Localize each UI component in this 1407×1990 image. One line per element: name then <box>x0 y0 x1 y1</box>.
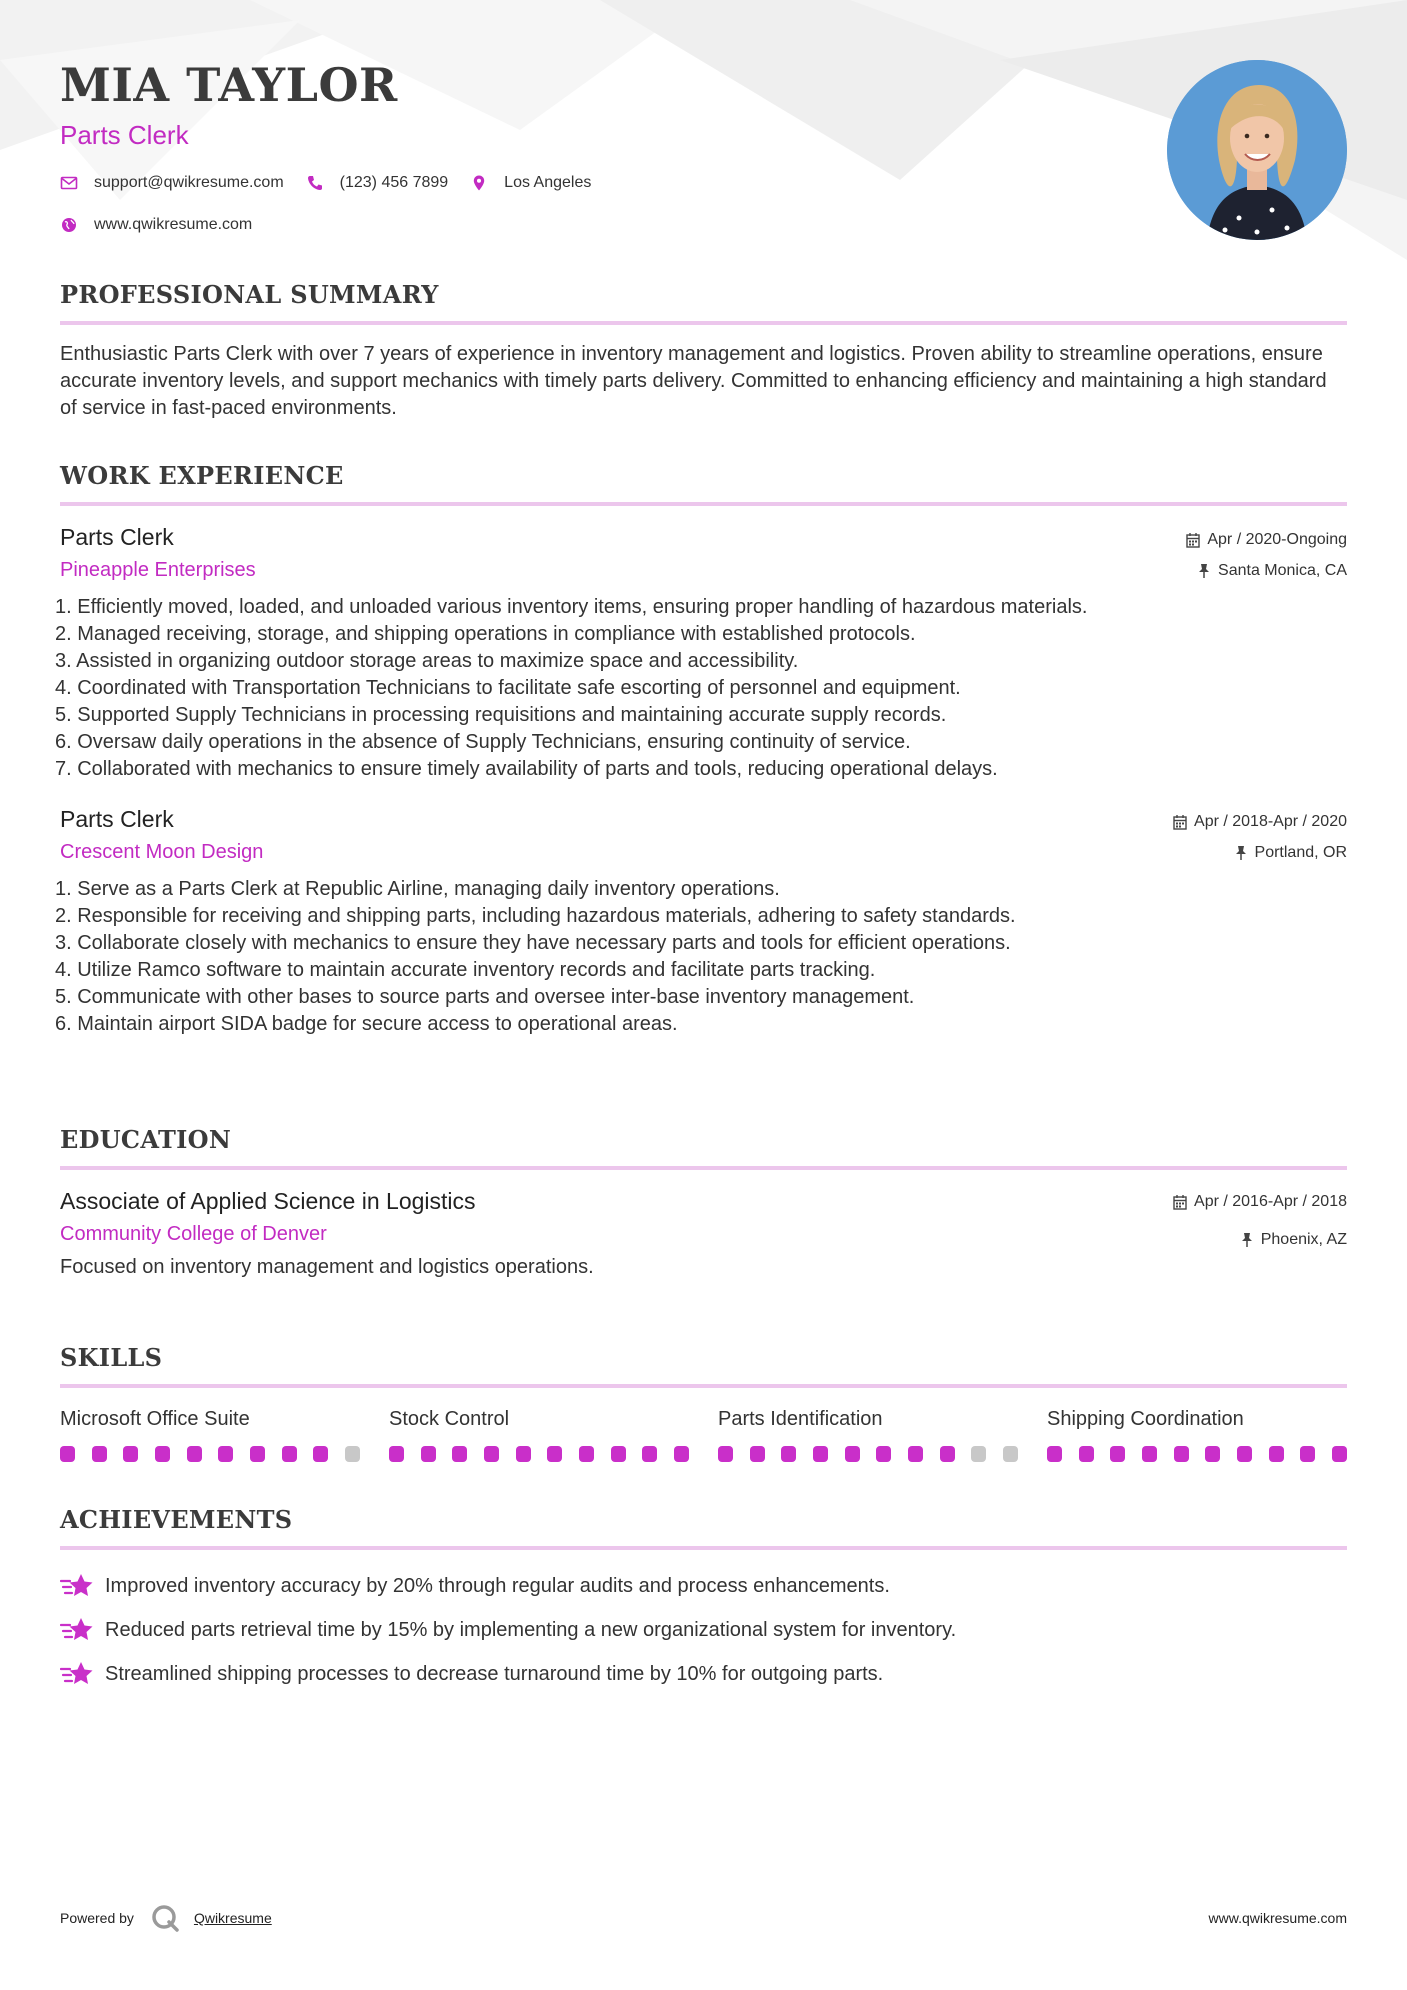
envelope-icon <box>60 174 78 192</box>
pushpin-icon <box>1234 845 1248 861</box>
job-entry <box>55 806 1347 1038</box>
list-item: 3. Collaborate closely with mechanics to ensure they have necessary parts and tools for efficient operations. <box>55 932 1011 954</box>
list-item: 7. Collaborated with mechanics to ensure timely availability of parts and tools, reducing operational delays. <box>55 758 998 780</box>
resume-header <box>60 0 1347 260</box>
phone-text: (123) 456 7899 <box>339 174 449 191</box>
skill-dot-filled <box>313 1446 328 1462</box>
skill-dot-filled <box>516 1446 531 1462</box>
skill-dot-filled <box>718 1446 733 1462</box>
skill-dot-filled <box>92 1446 107 1462</box>
skill-dot-filled <box>642 1446 657 1462</box>
summary-heading: PROFESSIONAL SUMMARY <box>60 280 1347 325</box>
skill-dot-empty <box>1003 1446 1018 1462</box>
list-item: 6. Oversaw daily operations in the absence of Supply Technicians, ensuring continuity of service. <box>55 731 911 753</box>
achievements-section <box>60 1505 1347 1704</box>
education-description: Focused on inventory management and logistics operations. <box>60 1256 594 1278</box>
contact-phone[interactable] <box>306 174 449 192</box>
job-entry <box>55 524 1347 783</box>
experience-section <box>55 461 1347 1038</box>
job-meta <box>1186 530 1347 581</box>
map-pin-icon <box>470 174 488 192</box>
pushpin-icon <box>1240 1232 1254 1248</box>
skill-dot-filled <box>1300 1446 1315 1462</box>
job-location <box>1186 561 1347 581</box>
skill-dot-filled <box>282 1446 297 1462</box>
job-title: Parts Clerk <box>60 524 174 550</box>
achievement-text: Reduced parts retrieval time by 15% by implementing a new organizational system for inventory. <box>105 1618 957 1641</box>
skill-item <box>718 1408 1018 1462</box>
job-company: Pineapple Enterprises <box>60 559 256 581</box>
profile-photo <box>1167 60 1347 240</box>
achievement-text: Improved inventory accuracy by 20% through regular audits and process enhancements. <box>105 1574 890 1597</box>
skill-rating <box>60 1446 360 1462</box>
skill-dot-filled <box>908 1446 923 1462</box>
candidate-name: MIA TAYLOR <box>60 58 398 112</box>
skill-dot-filled <box>187 1446 202 1462</box>
job-bullets <box>55 594 1347 783</box>
education-school: Community College of Denver <box>60 1223 327 1245</box>
list-item: 5. Communicate with other bases to source parts and oversee inter-base inventory management. <box>55 986 915 1008</box>
skill-dot-filled <box>1174 1446 1189 1462</box>
skill-dot-filled <box>389 1446 404 1462</box>
education-dates-text: Apr / 2016-Apr / 2018 <box>1194 1193 1347 1210</box>
skill-dot-filled <box>674 1446 689 1462</box>
skill-name: Parts Identification <box>718 1408 883 1430</box>
contact-row <box>60 174 613 192</box>
skill-dot-filled <box>813 1446 828 1462</box>
calendar-icon <box>1186 532 1200 548</box>
job-location-text: Santa Monica, CA <box>1218 562 1347 579</box>
education-heading: EDUCATION <box>60 1125 1347 1170</box>
candidate-role: Parts Clerk <box>60 120 189 150</box>
skill-dot-empty <box>971 1446 986 1462</box>
skill-rating <box>1047 1446 1347 1462</box>
list-item: 1. Efficiently moved, loaded, and unloaded various inventory items, ensuring proper handling of hazardous materials. <box>55 596 1088 618</box>
education-location-text: Phoenix, AZ <box>1260 1231 1347 1248</box>
skill-dot-filled <box>452 1446 467 1462</box>
shooting-star-icon <box>60 1572 94 1600</box>
skill-dot-filled <box>155 1446 170 1462</box>
list-item: 3. Assisted in organizing outdoor storage areas to maximize space and accessibility. <box>55 650 799 672</box>
skill-name: Stock Control <box>389 1408 510 1430</box>
skill-dot-filled <box>1142 1446 1157 1462</box>
education-section <box>60 1125 1347 1281</box>
avatar <box>1167 60 1347 240</box>
achievements-list <box>60 1572 1347 1688</box>
skill-dot-filled <box>123 1446 138 1462</box>
job-title: Parts Clerk <box>60 806 174 832</box>
job-location <box>1173 843 1347 863</box>
skill-dot-filled <box>547 1446 562 1462</box>
skill-dot-filled <box>611 1446 626 1462</box>
footer-website-link[interactable]: www.qwikresume.com <box>1208 1910 1347 1926</box>
education-degree: Associate of Applied Science in Logistics <box>60 1188 476 1214</box>
contact-row-website <box>60 216 274 234</box>
list-item: 2. Responsible for receiving and shipping parts, including hazardous materials, adhering to safety standards. <box>55 905 1016 927</box>
education-meta <box>1173 1192 1347 1250</box>
globe-icon <box>60 216 78 234</box>
skill-name: Shipping Coordination <box>1047 1408 1244 1430</box>
contact-location <box>470 174 591 192</box>
job-bullets <box>55 876 1347 1038</box>
skill-dot-filled <box>60 1446 75 1462</box>
achievements-heading: ACHIEVEMENTS <box>60 1505 1347 1550</box>
pushpin-icon <box>1197 563 1211 579</box>
job-dates <box>1173 812 1347 832</box>
skill-dot-filled <box>484 1446 499 1462</box>
list-item <box>60 1572 1347 1600</box>
education-dates <box>1173 1192 1347 1212</box>
job-dates <box>1186 530 1347 550</box>
list-item: 4. Coordinated with Transportation Technicians to facilitate safe escorting of personnel and equipment. <box>55 677 961 699</box>
skill-dot-filled <box>1079 1446 1094 1462</box>
skill-dot-filled <box>940 1446 955 1462</box>
location-text: Los Angeles <box>504 174 592 191</box>
job-location-text: Portland, OR <box>1254 844 1347 861</box>
skill-dot-filled <box>876 1446 891 1462</box>
shooting-star-icon <box>60 1616 94 1644</box>
skills-grid <box>60 1408 1347 1462</box>
phone-icon <box>306 174 324 192</box>
email-text: support@qwikresume.com <box>94 174 284 191</box>
skill-dot-filled <box>1332 1446 1347 1462</box>
skill-item <box>1047 1408 1347 1462</box>
skills-section <box>60 1343 1347 1462</box>
list-item: 6. Maintain airport SIDA badge for secure access to operational areas. <box>55 1013 678 1035</box>
skill-dot-filled <box>1237 1446 1252 1462</box>
skill-dot-filled <box>845 1446 860 1462</box>
summary-text: Enthusiastic Parts Clerk with over 7 years of experience in inventory management and logistics. Proven ability to streamline operations, ensure accurate inventory levels, and support mechanics with timely parts delivery. Committed to enhancing efficiency and maintaining a high standard of service in fast-paced environments. <box>60 343 1327 419</box>
calendar-icon <box>1173 1194 1187 1210</box>
skill-dot-filled <box>1269 1446 1284 1462</box>
list-item: 5. Supported Supply Technicians in processing requisitions and maintaining accurate supply records. <box>55 704 947 726</box>
skill-item <box>60 1408 360 1462</box>
shooting-star-icon <box>60 1660 94 1688</box>
skill-dot-filled <box>218 1446 233 1462</box>
job-company: Crescent Moon Design <box>60 841 264 863</box>
skill-item <box>389 1408 689 1462</box>
skill-dot-filled <box>750 1446 765 1462</box>
list-item: 1. Serve as a Parts Clerk at Republic Airline, managing daily inventory operations. <box>55 878 780 900</box>
contact-email[interactable] <box>60 174 284 192</box>
skill-dot-filled <box>579 1446 594 1462</box>
website-text: www.qwikresume.com <box>94 216 253 233</box>
job-meta <box>1173 812 1347 863</box>
list-item: 2. Managed receiving, storage, and shipping operations in compliance with established protocols. <box>55 623 916 645</box>
skill-rating <box>389 1446 689 1462</box>
powered-by-label: Powered by <box>60 1910 134 1926</box>
job-dates-text: Apr / 2018-Apr / 2020 <box>1194 813 1347 830</box>
list-item <box>60 1616 1347 1644</box>
contact-website[interactable] <box>60 216 252 234</box>
skill-rating <box>718 1446 1018 1462</box>
skills-heading: SKILLS <box>60 1343 1347 1388</box>
education-location <box>1173 1230 1347 1250</box>
skill-dot-filled <box>781 1446 796 1462</box>
achievement-text: Streamlined shipping processes to decrease turnaround time by 10% for outgoing parts. <box>105 1662 884 1685</box>
skill-dot-filled <box>250 1446 265 1462</box>
skill-dot-filled <box>1047 1446 1062 1462</box>
skill-name: Microsoft Office Suite <box>60 1408 250 1430</box>
skill-dot-filled <box>421 1446 436 1462</box>
list-item: 4. Utilize Ramco software to maintain accurate inventory records and facilitate parts tracking. <box>55 959 876 981</box>
list-item <box>60 1660 1347 1688</box>
skill-dot-filled <box>1110 1446 1125 1462</box>
calendar-icon <box>1173 814 1187 830</box>
experience-heading: WORK EXPERIENCE <box>60 461 1347 506</box>
qwikresume-link[interactable]: Qwikresume <box>193 1910 272 1926</box>
skill-dot-filled <box>1205 1446 1220 1462</box>
job-dates-text: Apr / 2020-Ongoing <box>1207 531 1347 548</box>
summary-section <box>60 280 1347 422</box>
skill-dot-empty <box>345 1446 360 1462</box>
education-entry <box>60 1188 1347 1281</box>
